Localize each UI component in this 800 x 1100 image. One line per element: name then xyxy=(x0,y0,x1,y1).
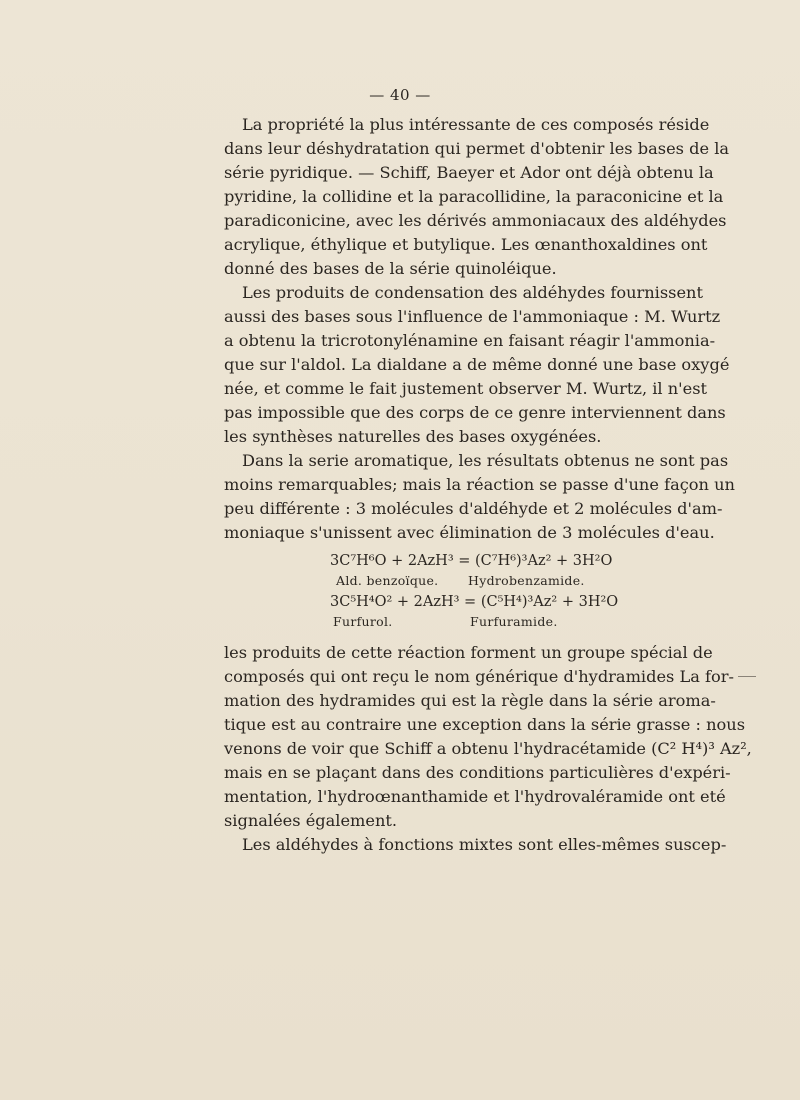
text-line: Dans la serie aromatique, les résultats obtenus ne sont pas xyxy=(242,451,729,470)
text-line: Les produits de condensation des aldéhydes fournissent xyxy=(242,283,703,302)
text-line: que sur l'aldol. La dialdane a de même donné une base oxygé xyxy=(224,355,730,374)
text-line: née, et comme le fait justement observer M. Wurtz, il n'est xyxy=(224,379,708,398)
text-line: tique est au contraire une exception dans la série grasse : nous xyxy=(224,715,746,734)
equation-caption: Hydrobenzamide. xyxy=(468,573,585,588)
text-line: composés qui ont reçu le nom générique d'hydramides La for- xyxy=(224,667,734,686)
text-line: moniaque s'unissent avec élimination de 3 molécules d'eau. xyxy=(224,523,715,542)
text-line: moins remarquables; mais la réaction se passe d'une façon un xyxy=(224,475,735,494)
text-line: Les aldéhydes à fonctions mixtes sont elles-mêmes suscep- xyxy=(242,835,727,854)
text-line: venons de voir que Schiff a obtenu l'hydracétamide (C² H⁴)³ Az², xyxy=(224,739,752,758)
equation-caption: Furfurol. xyxy=(333,614,393,629)
text-line: donné des bases de la série quinoléique. xyxy=(224,259,557,278)
text-line: les synthèses naturelles des bases oxygénées. xyxy=(224,427,602,446)
text-line: mais en se plaçant dans des conditions particulières d'expéri- xyxy=(224,763,731,782)
text-line: La propriété la plus intéressante de ces composés réside xyxy=(242,115,710,134)
text-line: signalées également. xyxy=(224,811,398,830)
text-line: série pyridique. — Schiff, Baeyer et Ador ont déjà obtenu la xyxy=(224,163,714,182)
text-line: a obtenu la tricrotonylénamine en faisant réagir l'ammonia- xyxy=(224,331,716,350)
text-line: dans leur déshydratation qui permet d'obtenir les bases de la xyxy=(224,139,730,158)
text-line: paradiconicine, avec les dérivés ammoniacaux des aldéhydes xyxy=(224,211,727,230)
text-line: mentation, l'hydroœnanthamide et l'hydrovaléramide ont eté xyxy=(224,787,726,806)
text-line: pas impossible que des corps de ce genre interviennent dans xyxy=(224,403,726,422)
text-line: aussi des bases sous l'influence de l'ammoniaque : M. Wurtz xyxy=(224,307,721,326)
equation: 3C⁷H⁶O + 2AzH³ = (C⁷H⁶)³Az² + 3H²O xyxy=(330,553,613,569)
equation: 3C⁵H⁴O² + 2AzH³ = (C⁵H⁴)³Az² + 3H²O xyxy=(330,594,619,610)
text-line: peu différente : 3 molécules d'aldéhyde et 2 molécules d'am- xyxy=(224,499,723,518)
margin-mark xyxy=(738,676,756,677)
text-line: pyridine, la collidine et la paracollidine, la paraconicine et la xyxy=(224,187,724,206)
text-line: acrylique, éthylique et butylique. Les œnanthoxaldines ont xyxy=(224,235,708,254)
equation-caption: Furfuramide. xyxy=(470,614,558,629)
text-line: les produits de cette réaction forment un groupe spécial de xyxy=(224,643,713,662)
equation-caption: Ald. benzoïque. xyxy=(336,573,439,588)
page-number: — 40 — xyxy=(369,86,431,104)
text-line: mation des hydramides qui est la règle dans la série aroma- xyxy=(224,691,716,710)
